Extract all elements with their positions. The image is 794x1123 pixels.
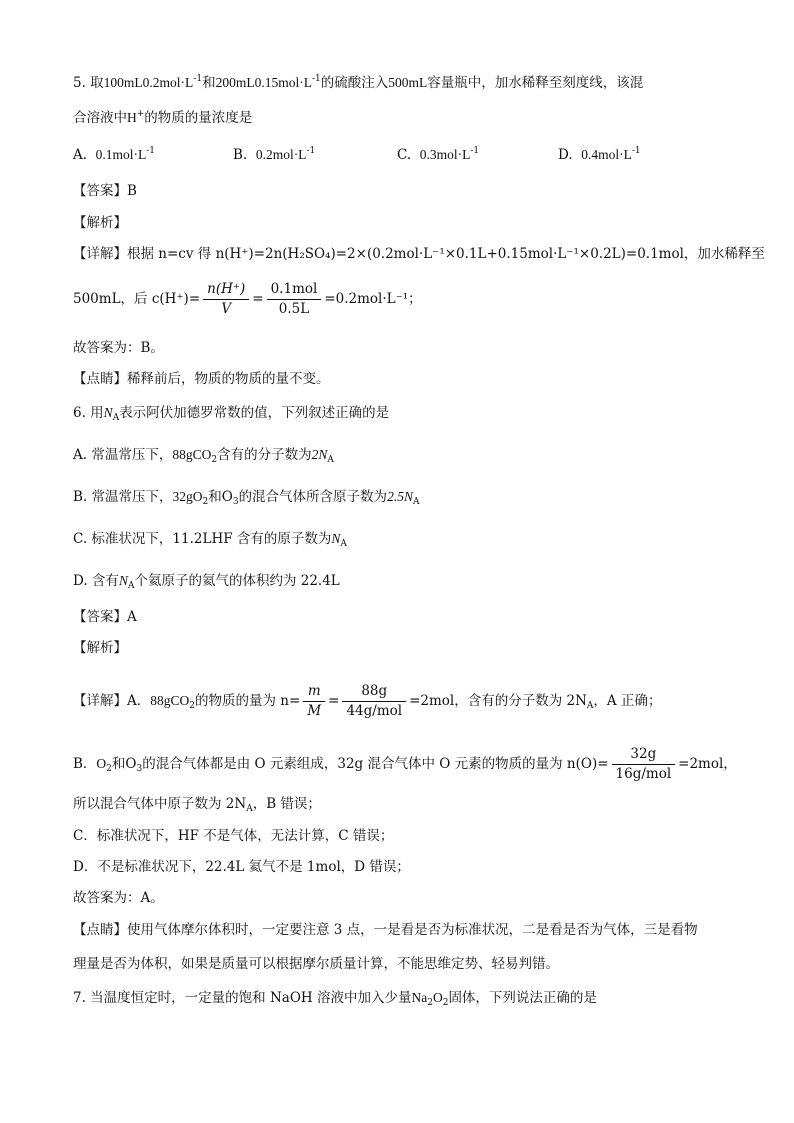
q6-answer: 【答案】A — [73, 609, 137, 625]
q5-exponent: -1 — [311, 74, 321, 84]
q6-text: 的混合气体所含原子数为 — [238, 489, 388, 505]
formula: 2N — [311, 447, 328, 462]
q6-stem — [73, 403, 389, 423]
fraction-denominator: 44g/mol — [346, 703, 403, 719]
q6-analysis-heading: 【解析】 — [73, 640, 127, 656]
q7-text: 固体，下列说法正确的是 — [448, 990, 597, 1006]
option-letter: D. — [558, 147, 573, 163]
option-value: 0.3mol·L — [419, 147, 471, 162]
q6-text: 含有的分子数为 — [217, 447, 312, 463]
q5-option-d[interactable] — [558, 145, 641, 165]
q6-text: 所以混合气体中原子数为 2N — [73, 796, 247, 812]
subscript: A — [327, 455, 334, 465]
q5-detail-line2 — [73, 281, 422, 318]
fraction-denominator: 16g/mol — [615, 766, 672, 782]
q6-option-a[interactable] — [73, 445, 334, 465]
subscript: A — [586, 701, 594, 711]
fraction-numerator: m — [303, 683, 325, 702]
subscript: 2 — [106, 764, 112, 774]
q6-text: 的混合气体都是由 O 元素组成，32g 混合气体中 O 元素的物质的量为 n(O)= — [142, 756, 609, 772]
q6-text: B. 常温常压下， — [73, 489, 173, 505]
subscript: 3 — [232, 497, 239, 507]
fraction-numerator: 0.1mol — [267, 281, 322, 300]
q6-text: 【详解】A． — [73, 693, 151, 709]
q6-text: =2mol， — [678, 756, 737, 772]
q7-text: 7. 当温度恒定时，一定量的饱和 NaOH 溶液中加入少量 — [73, 990, 412, 1006]
subscript: A — [340, 539, 347, 549]
subscript: A — [412, 497, 420, 507]
option-value: 0.1mol·L — [95, 147, 147, 162]
q5-text: 的物质的量浓度是 — [144, 110, 253, 126]
q5-text: 的硫酸注入 — [320, 75, 389, 91]
fraction-denominator: 0.5L — [278, 301, 310, 317]
q5-detail-text: =0.2mol·L⁻¹； — [324, 291, 422, 307]
q6-note-line2: 理量是否为体积，如果是质量可以根据摩尔质量计算，不能思维定势、轻易判错。 — [73, 956, 559, 972]
option-exponent: -1 — [631, 146, 641, 156]
formula: 和O — [208, 489, 233, 505]
formula: 32gO — [172, 489, 203, 504]
fraction-denominator: M — [307, 703, 322, 719]
q7-stem — [73, 988, 597, 1008]
formula: 88gCO — [172, 447, 212, 462]
subscript: A — [112, 413, 120, 423]
option-exponent: -1 — [146, 146, 156, 156]
q6-text: ，B 错误； — [252, 796, 321, 812]
q6-text: 的物质的量为 n= — [195, 693, 301, 709]
q5-stem-line2 — [73, 108, 252, 128]
q5-options — [73, 145, 713, 165]
formula: 和O — [111, 756, 137, 772]
subscript: 2 — [189, 701, 195, 711]
equals-sign: = — [252, 291, 264, 307]
equals-sign: = — [328, 693, 340, 709]
q6-text: 6. 用 — [73, 405, 104, 421]
q6-text: A. 常温常压下， — [73, 447, 173, 463]
formula: 88gCO — [150, 693, 190, 708]
q5-fraction-1 — [203, 281, 249, 318]
subscript: 2 — [202, 497, 209, 507]
q5-answer: 【答案】B — [73, 183, 137, 199]
q6-detail-d: D．不是标准状况下，22.4L 氦气不是 1mol，D 错误； — [73, 859, 410, 875]
q5-analysis-heading: 【解析】 — [73, 215, 127, 231]
formula: O — [96, 756, 107, 771]
q5-flask-volume: 500mL — [388, 75, 428, 90]
option-exponent: -1 — [470, 146, 480, 156]
subscript: 2 — [442, 998, 449, 1008]
subscript: A — [127, 581, 135, 591]
subscript: 3 — [136, 764, 143, 774]
q6-fraction-oxygen — [612, 746, 676, 783]
q6-conclusion: 故答案为：A。 — [73, 890, 164, 906]
option-value: 0.2mol·L — [255, 147, 307, 162]
option-letter: A. — [73, 147, 88, 163]
fraction-denominator: V — [221, 301, 232, 317]
q5-option-a[interactable] — [73, 145, 155, 165]
q6-note-line1: 【点睛】使用气体摩尔体积时，一定要注意 3 点，一是看是否为标准状况，二是看是否为气体，三是看物 — [73, 922, 698, 938]
fraction-numerator: 32g — [612, 746, 676, 765]
q5-detail-line1: 【详解】根据 n=cv 得 n(H⁺)=2n(H₂SO₄)=2×(0.2mol·L⁻¹×0.1L+0.15mol·L⁻¹×0.2L)=0.1mol，加水稀释至 — [73, 246, 765, 262]
fraction-numerator: n(H⁺) — [203, 281, 249, 300]
formula: O — [432, 990, 443, 1005]
q6-option-b[interactable] — [73, 487, 419, 507]
avogadro-symbol: N — [331, 531, 341, 546]
q5-text: 合溶液中 — [73, 110, 127, 126]
q6-detail-b — [73, 746, 737, 783]
q6-text: 表示阿伏加德罗常数的值，下列叙述正确的是 — [119, 405, 390, 421]
subscript: 2 — [211, 455, 218, 465]
q5-text: 5. 取 — [73, 75, 104, 91]
option-value: 0.4mol·L — [581, 147, 632, 162]
q5-option-b[interactable] — [233, 145, 315, 165]
q5-exponent: -1 — [193, 74, 203, 84]
formula: Na — [411, 990, 428, 1005]
q6-detail-b-line2 — [73, 794, 321, 814]
subscript: A — [246, 804, 253, 814]
subscript: 2 — [427, 998, 433, 1008]
q5-conclusion: 故答案为：B。 — [73, 340, 164, 356]
q6-text: ，A 正确； — [593, 693, 662, 709]
q5-note: 【点睛】稀释前后，物质的物质的量不变。 — [73, 371, 330, 387]
q6-detail-c: C．标准状况下，HF 不是气体，无法计算，C 错误； — [73, 828, 394, 844]
q6-text: C. 标准状况下，11.2LHF 含有的原子数为 — [73, 531, 332, 547]
q5-detail-text: 500mL，后 c(H⁺)= — [73, 291, 201, 307]
q6-fraction-mass — [342, 683, 406, 720]
q6-text: =2mol，含有的分子数为 2N — [409, 693, 587, 709]
q6-detail-a — [73, 683, 661, 720]
q5-option-c[interactable] — [397, 145, 479, 165]
q5-stem-line1 — [73, 73, 643, 93]
q5-ion: H — [127, 110, 137, 125]
q5-volume-1: 100mL0.2mol·L — [103, 75, 194, 90]
avogadro-symbol: N — [118, 573, 128, 588]
q5-volume-2: 200mL0.15mol·L — [215, 75, 312, 90]
q6-text: 个氦原子的氦气的体积约为 22.4L — [134, 573, 340, 589]
option-exponent: -1 — [306, 146, 316, 156]
option-letter: B. — [233, 147, 248, 163]
q5-fraction-2 — [267, 281, 322, 318]
q5-charge: + — [136, 109, 145, 119]
q6-option-d[interactable] — [73, 571, 340, 591]
q5-text: 容量瓶中，加水稀释至刻度线，该混 — [427, 75, 644, 91]
avogadro-symbol: N — [103, 405, 113, 420]
q6-option-c[interactable] — [73, 529, 347, 549]
q5-text: 和 — [202, 75, 216, 91]
q6-fraction-m-over-M — [303, 683, 325, 720]
q6-text: B． — [73, 756, 97, 772]
fraction-numerator: 88g — [342, 683, 406, 702]
q6-text: D. 含有 — [73, 573, 119, 589]
formula: 2.5N — [387, 489, 413, 504]
option-letter: C. — [397, 147, 412, 163]
